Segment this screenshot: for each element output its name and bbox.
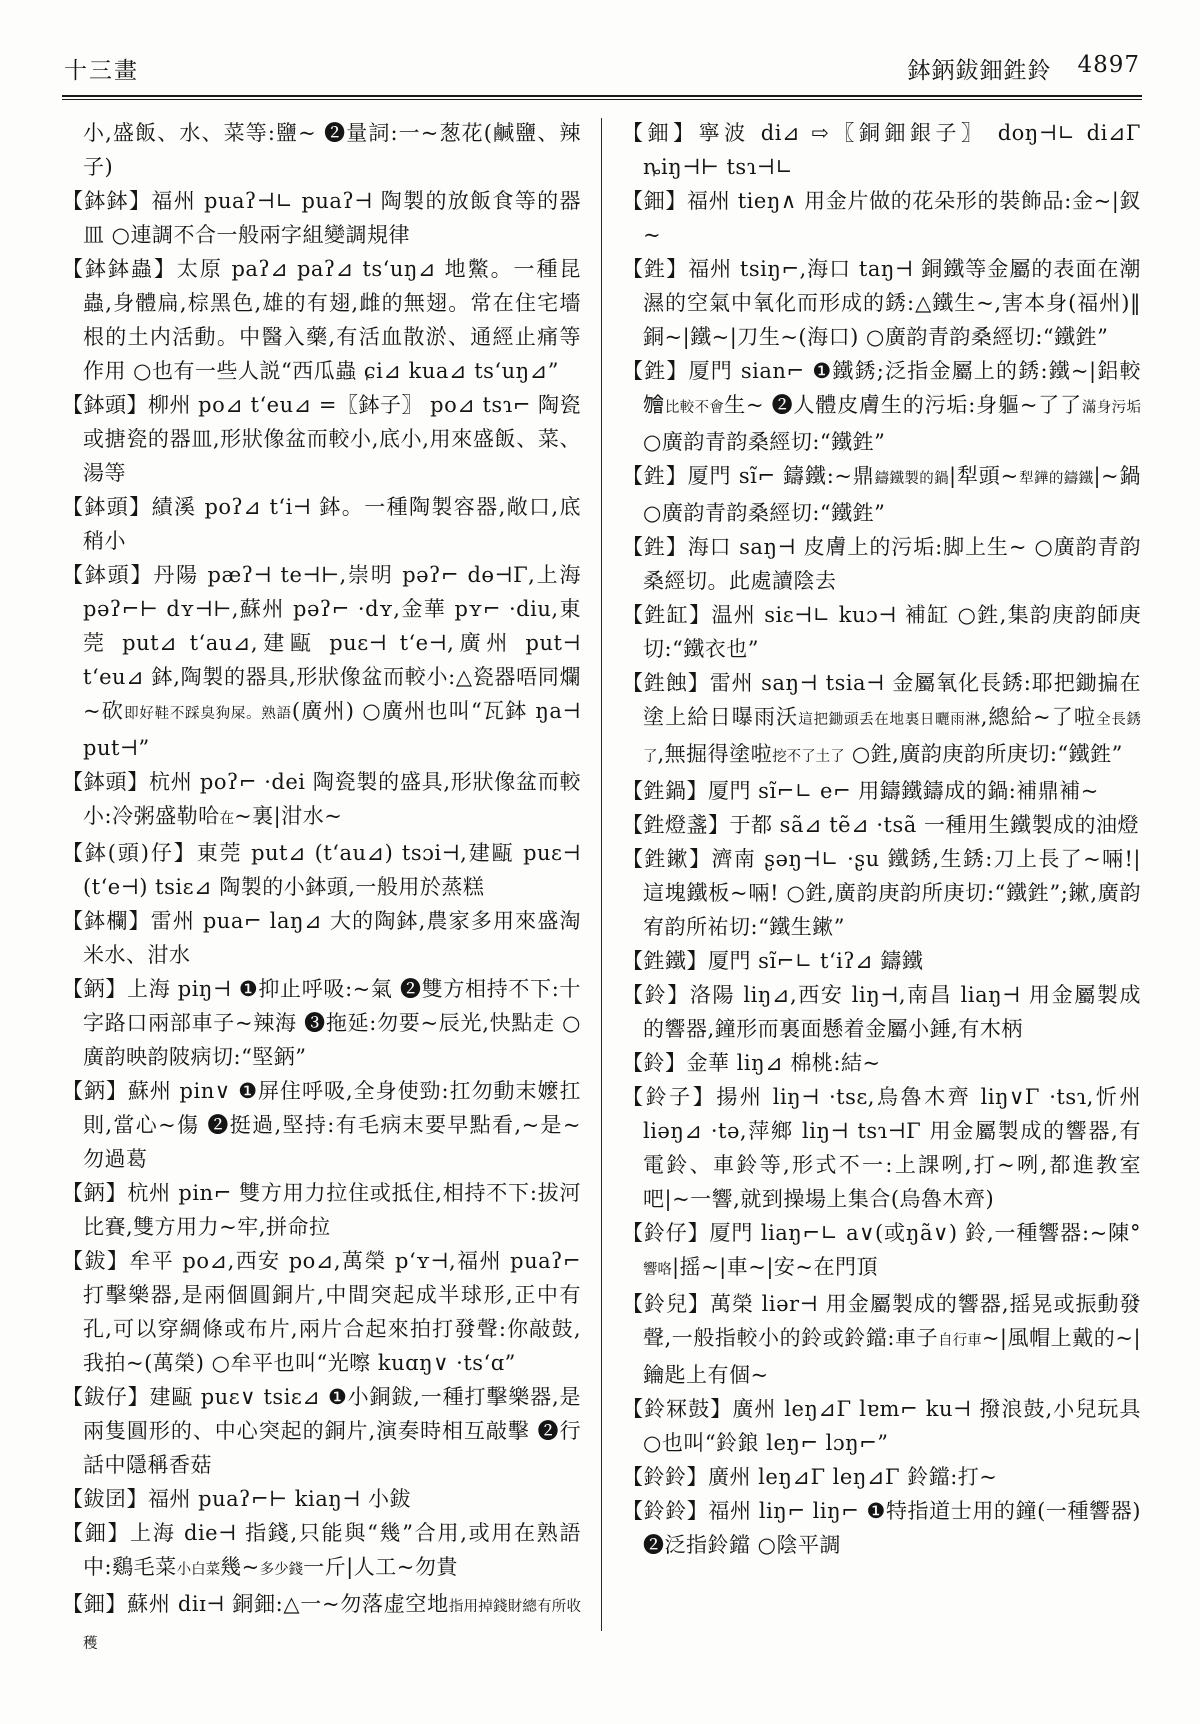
entry-text: ~裏|泔水~ [234, 804, 343, 828]
dictionary-entry [622, 1287, 1141, 1392]
dictionary-entry [622, 808, 1141, 842]
entry-text: 【鈴鈴】福州 liŋ⌐ liŋ⌐ ❶特指道士用的鐘(一種響器) ❷泛指鈴鐺 ○陰平調 [622, 1499, 1141, 1557]
gloss-text: 挖不了土了 [772, 749, 845, 765]
entry-text: 【鉎】福州 tsiŋ⌐,海口 taŋ⊣ 銅鐵等金屬的表面在潮濕的空氣中氧化而形成的銹:△鐵生~,害本身(福州)‖銅~|鐵~|刀生~(海口) ○廣韵青韵桑經切:“鐵鉎” [622, 257, 1141, 349]
entry-text: 【鉎缸】温州 siɛ⊣∟ kuɔ⊣ 補缸 ○鉎,集韵庚韵師庚切:“鐵衣也” [622, 603, 1141, 661]
entry-text: 【鉢頭】丹陽 pæʔ⊣ te⊣⊢,崇明 pəʔ⌐ dɵ⊣Γ,上海 pəʔ⌐⊢ dʏ⊣⊢,蘇州 pəʔ⌐ ·dʏ,金華 pʏ⌐ ·diu,東莞 put⊿ tʻau⊿,建甌 puɛ⊣ tʻe⊣,廣州 put⊣ tʻeu⊿ 鉢,陶製的器具,形狀像盆而較小:△瓷器唔同爛~砍 [62, 563, 581, 723]
gloss-text: 自行車 [938, 1333, 982, 1349]
gloss-text: 全長銹了 [643, 712, 1142, 765]
dictionary-entry [622, 530, 1141, 598]
dictionary-entry [62, 836, 581, 904]
dictionary-entry [622, 978, 1141, 1046]
header-rule [62, 95, 1142, 100]
gloss-text: 即好鞋不踩臭狗屎。熟語 [124, 706, 292, 722]
dictionary-entry [622, 1392, 1141, 1460]
entry-text: |摇~|車~|安~在門頂 [672, 1255, 879, 1279]
gloss-text: 在 [219, 811, 235, 827]
dictionary-entry [62, 1244, 581, 1380]
dictionary-entry [62, 1074, 581, 1176]
entry-text: 【鈴】洛陽 liŋ⊿,西安 liŋ⊣,南昌 liaŋ⊣ 用金屬製成的響器,鐘形而裏面懸着金屬小錘,有木柄 [622, 983, 1141, 1041]
entry-text: 【鉎鏉】濟南 ʂəŋ⊣∟ ·ʂu 鐵銹,生銹:刀上長了~啢!|這塊鐵板~啢! ○鉎,廣韵庚韵所庚切:“鐵鉎”;鏉,廣韵宥韵所祐切:“鐵生鏉” [622, 847, 1141, 939]
entry-text: 【鈴鈴】廣州 leŋ⊿Γ leŋ⊿Γ 鈴鐺:打~ [622, 1465, 998, 1489]
entry-text: 【鈿】上海 die⊣ 指錢,只能與“幾”合用,或用在熟語中:鷄毛菜 [62, 1521, 581, 1579]
entry-text: |犁頭~ [949, 464, 1019, 488]
entry-text: 【鈵】上海 piŋ⊣ ❶抑止呼吸:~氣 ❷雙方相持不下:十字路口兩部車子~辣海 ❸拖延:勿要~辰光,快點走 ○廣韵映韵陂病切:“堅鈵” [62, 977, 581, 1069]
dictionary-entry [62, 972, 581, 1074]
gloss-text: 比較不會 [664, 400, 725, 416]
section-label: 十三畫 [64, 58, 139, 84]
entry-text: 【鈴仔】厦門 liaŋ⌐∟ a∨(或ŋã∨) 鈴,一種響器:~陳° [622, 1221, 1141, 1245]
entry-text: 【鈵】蘇州 pin∨ ❶屏住呼吸,全身使勁:扛勿動末嬤扛則,當心~傷 ❷挺過,堅持:有毛病末要早點看,~是~勿過葛 [62, 1079, 581, 1171]
dictionary-entry [622, 1216, 1141, 1287]
entry-text: 一斤|人工~勿貴 [303, 1555, 458, 1579]
entry-text: ,無掘得塗啦 [657, 742, 773, 766]
dictionary-entry [622, 1080, 1141, 1216]
entry-text: 【鉢(頭)仔】東莞 put⊿ (tʻau⊿) tsɔi⊣,建甌 puɛ⊣ (tʻe⊣) tsiɛ⊿ 陶製的小鉢頭,一般用於蒸糕 [62, 841, 581, 899]
entry-text: 生~ ❷人體皮膚生的污垢:身軀~了了 [724, 393, 1082, 417]
entry-text: 【鉎】厦門 sĩ⌐ 鑄鐵:~鼎 [622, 464, 875, 488]
entry-text: 【鈴冧鼓】廣州 leŋ⊿Γ lɐm⌐ ku⊣ 撥浪鼓,小兒玩具 ○也叫“鈴鋃 leŋ⌐ lɔŋ⌐” [622, 1397, 1141, 1455]
dictionary-entry [622, 944, 1141, 978]
dictionary-entry [622, 459, 1141, 530]
dictionary-entry [62, 765, 581, 836]
entry-text: 【鉢鉢】福州 puaʔ⊣∟ puaʔ⊣ 陶製的放飯食等的器皿 ○連調不合一般兩字組變調規律 [62, 189, 581, 247]
entry-text: 【鉢欄】雷州 pua⌐ laŋ⊿ 大的陶鉢,農家多用來盛淘米水、泔水 [62, 909, 581, 967]
entry-text: 【鉎燈盞】于都 sã⊿ tẽ⊿ ·tsã 一種用生鐵製成的油燈 [622, 813, 1139, 837]
entry-text: ○廣韵青韵桑經切:“鐵鉎” [643, 430, 886, 454]
gloss-text: 滿身污垢 [1081, 400, 1142, 416]
entry-text: 【鈸】牟平 po⊿,西安 po⊿,萬榮 pʻʏ⊣,福州 puaʔ⌐ 打擊樂器,是兩個圓銅片,中間突起成半球形,正中有孔,可以穿綢條或布片,兩片合起來拍打發聲:你敲鼓,我拍~(萬榮) ○牟平也叫“光嚓 kuɑŋ∨ ·tsʻɑ” [62, 1249, 581, 1375]
entry-text: 【鉎鐵】厦門 sĩ⌐∟ tʻiʔ⊿ 鑄鐵 [622, 949, 924, 973]
entry-text: 【鉢頭】柳州 po⊿ tʻeu⊿ =〖鉢子〗 po⊿ tsɿ⌐ 陶瓷或搪瓷的器皿,形狀像盆而較小,底小,用來盛飯、菜、湯等 [62, 393, 581, 485]
dictionary-entry [622, 842, 1141, 944]
entry-text: 【鉢鉢蟲】太原 paʔ⊿ paʔ⊿ tsʻuŋ⊿ 地鱉。一種昆蟲,身體扁,棕黑色,雄的有翅,雌的無翅。常在住宅墻根的土内活動。中醫入藥,有活血散淤、通經止痛等作用 ○也有一些人説“西瓜蟲 ɕi⊿ kua⊿ tsʻuŋ⊿” [62, 257, 581, 383]
dictionary-entry [62, 490, 581, 558]
dictionary-entry [62, 1176, 581, 1244]
entry-continuation [62, 116, 581, 184]
entry-text: 幾~ [220, 1555, 260, 1579]
entry-text: 【鉎】厦門 sian⌐ ❶鐵銹;泛指金屬上的銹:鐵~|鋁較𣍐 [622, 359, 1141, 417]
dictionary-entry [622, 1046, 1141, 1080]
dictionary-entry [622, 1460, 1141, 1494]
dictionary-entry [622, 252, 1141, 354]
dictionary-entry [622, 116, 1141, 184]
entry-text: 【鈴子】揚州 liŋ⊣ ·tsɛ,烏魯木齊 liŋ∨Γ ·tsɿ,忻州 liəŋ⊿ ·tə,萍鄉 liŋ⊣ tsɿ⊣Γ 用金屬製成的響器,有電鈴、車鈴等,形式不一:上課咧,打~咧,都進教室吧|~一響,就到操場上集合(烏魯木齊) [622, 1085, 1141, 1211]
entry-text: 【鈿】寧波 di⊿ ⇨〖銅鈿銀子〗 doŋ⊣∟ di⊿Γ ȵiŋ⊣⊢ tsɿ⊣∟ [622, 121, 1141, 179]
column-divider [601, 118, 602, 1631]
page-body [62, 116, 1142, 1661]
dictionary-entry [62, 1587, 581, 1661]
entry-text: 【鉢頭】杭州 poʔ⌐ ·dei 陶瓷製的盛具,形狀像盆而較小:冷粥盛勒哈 [62, 770, 581, 828]
dictionary-entry [622, 1494, 1141, 1562]
entry-text: |~鍋 ○廣韵青韵桑經切:“鐵鉎” [643, 464, 1142, 525]
entry-text: 【鉎鍋】厦門 sĩ⌐∟ e⌐ 用鑄鐵鑄成的鍋:補鼎補~ [622, 779, 1099, 803]
entry-text: 【鈵】杭州 pin⌐ 雙方用力拉住或抵住,相持不下:拔河比賽,雙方用力~牢,拼命拉 [62, 1181, 581, 1239]
dictionary-entry [62, 252, 581, 388]
gloss-text: 小白菜 [176, 1562, 221, 1578]
dictionary-entry [62, 184, 581, 252]
gloss-text: 這把鋤頭丢在地裏日曬雨淋 [798, 712, 981, 728]
entry-text: 【鈿】蘇州 diɪ⊣ 銅鈿:△一~勿落虚空地 [62, 1592, 449, 1616]
gloss-text: 指用掉錢財總有所收穫 [83, 1599, 582, 1652]
entry-text: 【鈸仔】建甌 puɛ∨ tsiɛ⊿ ❶小銅鈸,一種打擊樂器,是兩隻圓形的、中心突起的銅片,演奏時相互敲擊 ❷行話中隱稱香菇 [62, 1385, 581, 1477]
entry-text: (廣州) ○廣州也叫“瓦鉢 ŋa⊣ put⊣” [83, 699, 581, 760]
dictionary-entry [62, 1482, 581, 1516]
dictionary-entry [62, 1380, 581, 1482]
dictionary-entry [62, 558, 581, 765]
dictionary-entry [622, 184, 1141, 252]
entry-text: ,總給~了啦 [980, 705, 1097, 729]
left-column [62, 116, 581, 1661]
gloss-text: 犁鏵的鑄鐵 [1018, 471, 1094, 487]
dictionary-entry [622, 774, 1141, 808]
entry-text: ~|風帽上戴的~|鑰匙上有個~ [643, 1326, 1142, 1387]
entry-text: 【鉎】海口 saŋ⊣ 皮膚上的污垢:脚上生~ ○廣韵青韵桑經切。此處讀陰去 [622, 535, 1141, 593]
page-number: 4897 [1077, 52, 1140, 78]
dictionary-entry [62, 1516, 581, 1587]
dictionary-entry [622, 354, 1141, 459]
gloss-text: 響咯 [643, 1262, 672, 1278]
guide-characters: 鉢鈵鈸鈿鉎鈴 [907, 58, 1052, 84]
entry-text: 【鈴兒】萬榮 liər⊣ 用金屬製成的響器,摇晃或振動發聲,一般指較小的鈴或鈴鐺:車子 [622, 1292, 1141, 1350]
dictionary-entry [622, 598, 1141, 666]
dictionary-entry [62, 904, 581, 972]
entry-text: 小,盛飯、水、菜等:鹽~ ❷量詞:一~葱花(鹹鹽、辣子) [83, 121, 581, 179]
gloss-text: 鑄鐵製的鍋 [874, 471, 949, 487]
page-header [62, 52, 1142, 95]
entry-text: 【鉎蝕】雷州 saŋ⊣ tsia⊣ 金屬氧化長銹:耶把鋤揙在塗上給日曝雨沃 [622, 671, 1141, 729]
dictionary-entry [622, 666, 1141, 774]
entry-text: ○鉎,廣韵庚韵所庚切:“鐵鉎” [844, 742, 1123, 766]
gloss-text: 多少錢 [259, 1562, 304, 1578]
entry-text: 【鈿】福州 tieŋ∧ 用金片做的花朵形的裝飾品:金~|釵~ [622, 189, 1141, 247]
entry-text: 【鈴】金華 liŋ⊿ 棉桃:結~ [622, 1051, 881, 1075]
dictionary-entry [62, 388, 581, 490]
right-column [622, 116, 1141, 1661]
entry-text: 【鉢頭】績溪 poʔ⊿ tʻi⊣ 鉢。一種陶製容器,敞口,底稍小 [62, 495, 581, 553]
entry-text: 【鈸囝】福州 puaʔ⌐⊢ kiaŋ⊣ 小鈸 [62, 1487, 411, 1511]
